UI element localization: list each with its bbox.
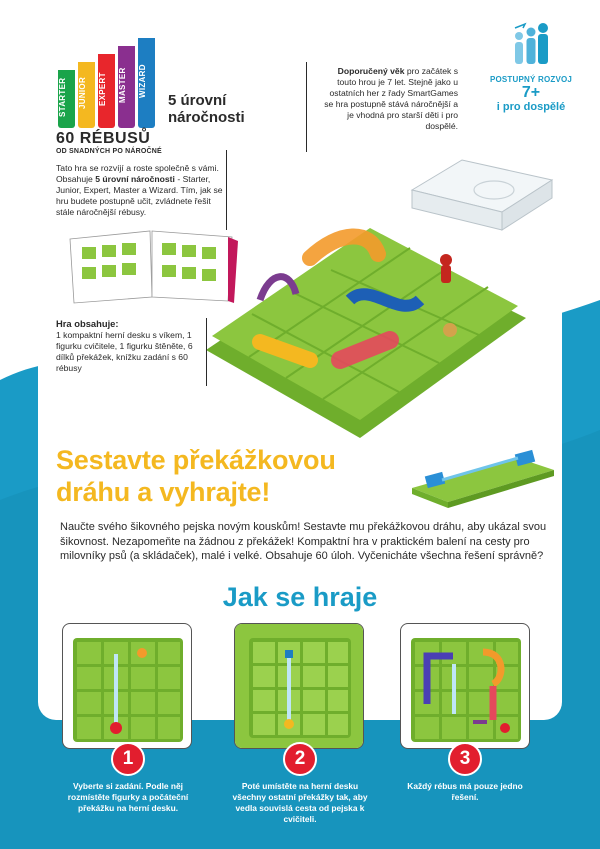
- progress-age: 7+: [521, 84, 541, 101]
- step-number-2: 2: [283, 742, 317, 776]
- rebus-count-subtitle: OD SNADNÝCH PO NÁROČNÉ: [56, 148, 162, 155]
- step-card-3: [400, 623, 530, 749]
- level-bar-starter: STARTER: [58, 70, 75, 128]
- how-to-play-title: Jak se hraje: [222, 582, 378, 612]
- contents-box: [56, 318, 206, 374]
- game-board-image: [200, 210, 530, 450]
- description: Naučte svého šikovného pejska novým kouskům! Sestavte mu překážkovou dráhu, aby ukázal svou šikovnost. Nezapomeňte na žádnou z překážek! Kompaktní hra v praktickém balení na cesty pro milovníky psů (a skládaček), malé i velké. Obsahuje 60 úloh. Vyčenicháte všechna řešení správně?: [60, 521, 547, 562]
- step-2-board-image: [235, 624, 364, 749]
- step-card-2: [234, 623, 364, 749]
- level-bar-master: MASTER: [118, 46, 135, 128]
- headline: Sestavte překážkovou dráhu a vyhrajte!: [56, 445, 336, 507]
- step-number-1: 1: [111, 742, 145, 776]
- step-number-3: 3: [448, 742, 482, 776]
- callout-line-age: [306, 62, 307, 152]
- rebus-count: 60 RÉBUSŮ: [56, 130, 151, 147]
- level-bar-junior: JUNIOR: [78, 62, 95, 128]
- levels-title: 5 úrovní náročnosti: [168, 92, 245, 126]
- intro-text: Tato hra se rozvíjí a roste společně s vámi. Obsahuje 5 úrovní náročnosti - Starter, Junior, Expert, Master a Wizard. Tím, jak se hru budete postupně učit, zvládnete řešit stále náročnější rébusy.: [56, 163, 223, 217]
- level-bar-expert: EXPERT: [98, 54, 115, 128]
- level-bar-wizard: WIZARD: [138, 38, 155, 128]
- progress-label: POSTUPNÝ ROZVOJ: [489, 75, 573, 84]
- step-3-board-image: [401, 624, 530, 749]
- step-text-2: Poté umístěte na herní desku všechny ostatní překážky tak, aby vedla souvislá cesta od pejska k cvičiteli.: [232, 781, 368, 824]
- step-card-1: [62, 623, 192, 749]
- obstacle-piece-image: [408, 440, 558, 510]
- recommended-age-text: Doporučený věk pro začátek s touto hrou je 7 let. Stejně jako u ostatních her z řady SmartGames se hra postupně stává náročnější a je vhodná pro starší děti i pro dospělé.: [324, 66, 458, 131]
- levels-badge: [58, 36, 168, 128]
- step-text-1: Vyberte si zadání. Podle něj rozmístěte figurky a počáteční překážku na herní desku.: [67, 781, 189, 813]
- step-1-board-image: [63, 624, 192, 749]
- progress-badge: [486, 22, 576, 113]
- step-text-3: Každý rébus má pouze jedno řešení.: [407, 781, 523, 802]
- contents-title: Hra obsahuje:: [56, 318, 119, 329]
- people-icon: [509, 22, 553, 70]
- callout-line-contents: [206, 318, 207, 386]
- contents-text: 1 kompaktní herní desku s víkem, 1 figurku cvičitele, 1 figurku štěněte, 6 dílků překážek, knížku zadání s 60 rébusy: [56, 330, 193, 373]
- progress-age-sub: i pro dospělé: [496, 101, 566, 113]
